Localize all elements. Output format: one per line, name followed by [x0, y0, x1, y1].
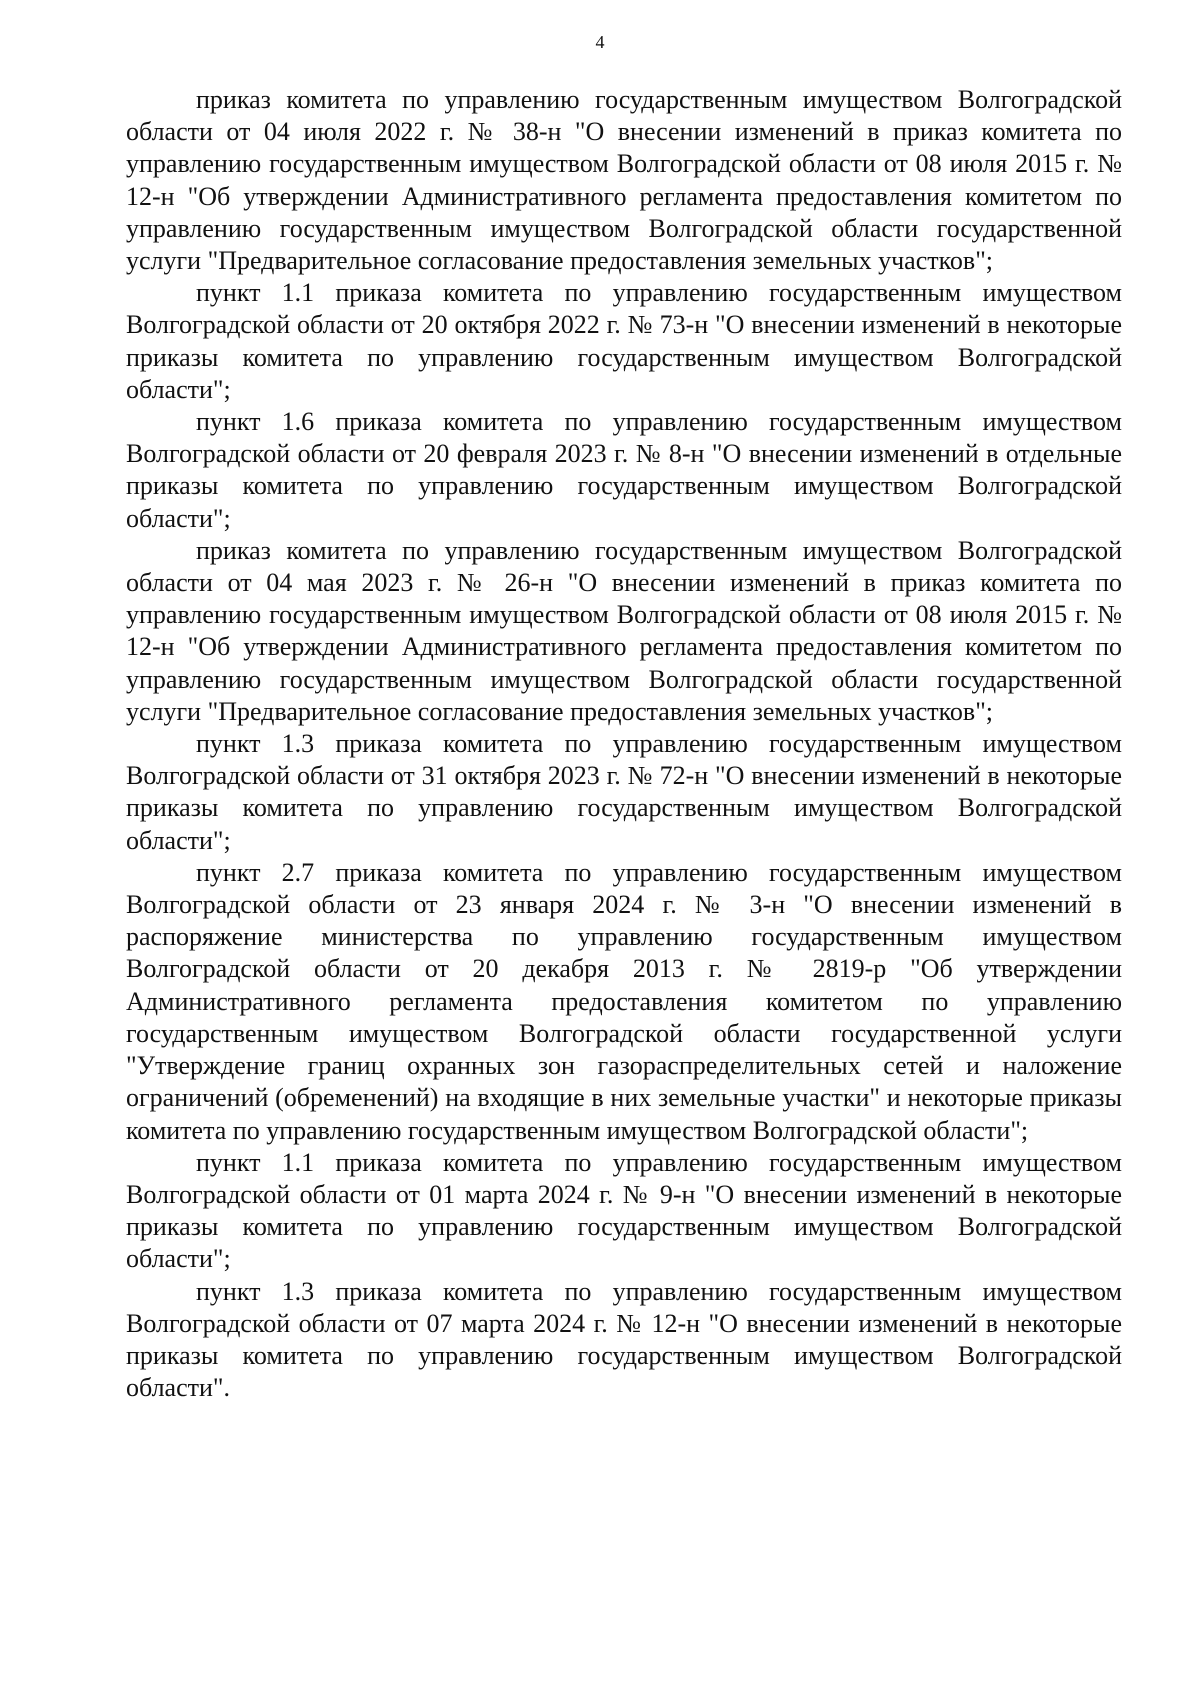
list-item: пункт 1.6 приказа комитета по управлению государственным имуществом Волгоградской области от 20 февраля 2023 г. № 8-н "О внесении изменений в отдельные приказы комитета по управлению государственным имуществом Волгоградской области";: [126, 407, 1122, 533]
document-body: [126, 84, 1122, 1404]
list-item: пункт 1.3 приказа комитета по управлению государственным имуществом Волгоградской области от 07 марта 2024 г. № 12-н "О внесении изменений в некоторые приказы комитета по управлению государственным имуществом Волгоградской области".: [126, 1276, 1122, 1403]
list-item: пункт 1.1 приказа комитета по управлению государственным имуществом Волгоградской области от 01 марта 2024 г. № 9-н "О внесении изменений в некоторые приказы комитета по управлению государственным имуществом Волгоградской области";: [126, 1147, 1122, 1274]
list-item: пункт 2.7 приказа комитета по управлению государственным имуществом Волгоградской области от 23 января 2024 г. № 3-н "О внесении изменений в распоряжение министерства по управлению государственным имуществом Волгоградской области от 20 декабря 2013 г. № 2819-р "Об утверждении Административного регламента предоставления комитетом по управлению государственным имуществом Волгоградской области государственной услуги "Утверждение границ охранных зон газораспределительных сетей и наложение ограничений (обременений) на входящие в них земельные участки" и некоторые приказы комитета по управлению государственным имуществом Волгоградской области";: [126, 857, 1122, 1145]
list-item: пункт 1.3 приказа комитета по управлению государственным имуществом Волгоградской области от 31 октября 2023 г. № 72-н "О внесении изменений в некоторые приказы комитета по управлению государственным имуществом Волгоградской области";: [126, 729, 1122, 855]
list-item: приказ комитета по управлению государственным имуществом Волгоградской области от 04 июля 2022 г. № 38-н "О внесении изменений в приказ комитета по управлению государственным имуществом Волгоградской области от 08 июля 2015 г. № 12-н "Об утверждении Административного регламента предоставления комитетом по управлению государственным имуществом Волгоградской области государственной услуги "Предварительное согласование предоставления земельных участков";: [126, 85, 1122, 276]
page-number: 4: [595, 32, 605, 52]
list-item: пункт 1.1 приказа комитета по управлению государственным имуществом Волгоградской области от 20 октября 2022 г. № 73-н "О внесении изменений в некоторые приказы комитета по управлению государственным имуществом Волгоградской области";: [126, 278, 1122, 404]
list-item: приказ комитета по управлению государственным имуществом Волгоградской области от 04 мая 2023 г. № 26-н "О внесении изменений в приказ комитета по управлению государственным имуществом Волгоградской области от 08 июля 2015 г. № 12-н "Об утверждении Административного регламента предоставления комитетом по управлению государственным имуществом Волгоградской области государственной услуги "Предварительное согласование предоставления земельных участков";: [126, 535, 1122, 726]
